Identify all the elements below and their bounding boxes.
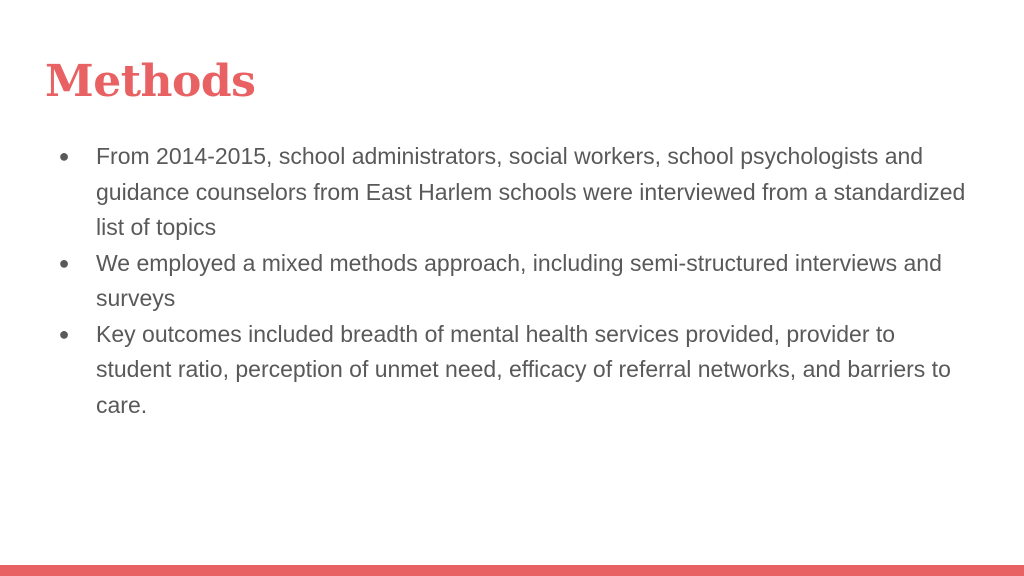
bottom-accent-bar [0, 565, 1024, 576]
bullet-item [56, 246, 976, 317]
bullet-dot-icon: ● [58, 252, 70, 273]
bullet-list [56, 139, 976, 423]
bullet-text: From 2014-2015, school administrators, social workers, school psychologists and guidance counselors from East Harlem schools were interviewed from a standardized list of topics [96, 143, 966, 240]
slide-title: Methods [45, 56, 256, 107]
bullet-text: We employed a mixed methods approach, including semi-structured interviews and surveys [96, 249, 942, 311]
bullet-text: Key outcomes included breadth of mental health services provided, provider to student ratio, perception of unmet need, efficacy of referral networks, and barriers to care. [96, 320, 951, 418]
bullet-dot-icon: ● [58, 323, 70, 344]
bullet-dot-icon: ● [58, 146, 70, 166]
bullet-item [56, 317, 976, 424]
bullet-item [56, 139, 976, 246]
